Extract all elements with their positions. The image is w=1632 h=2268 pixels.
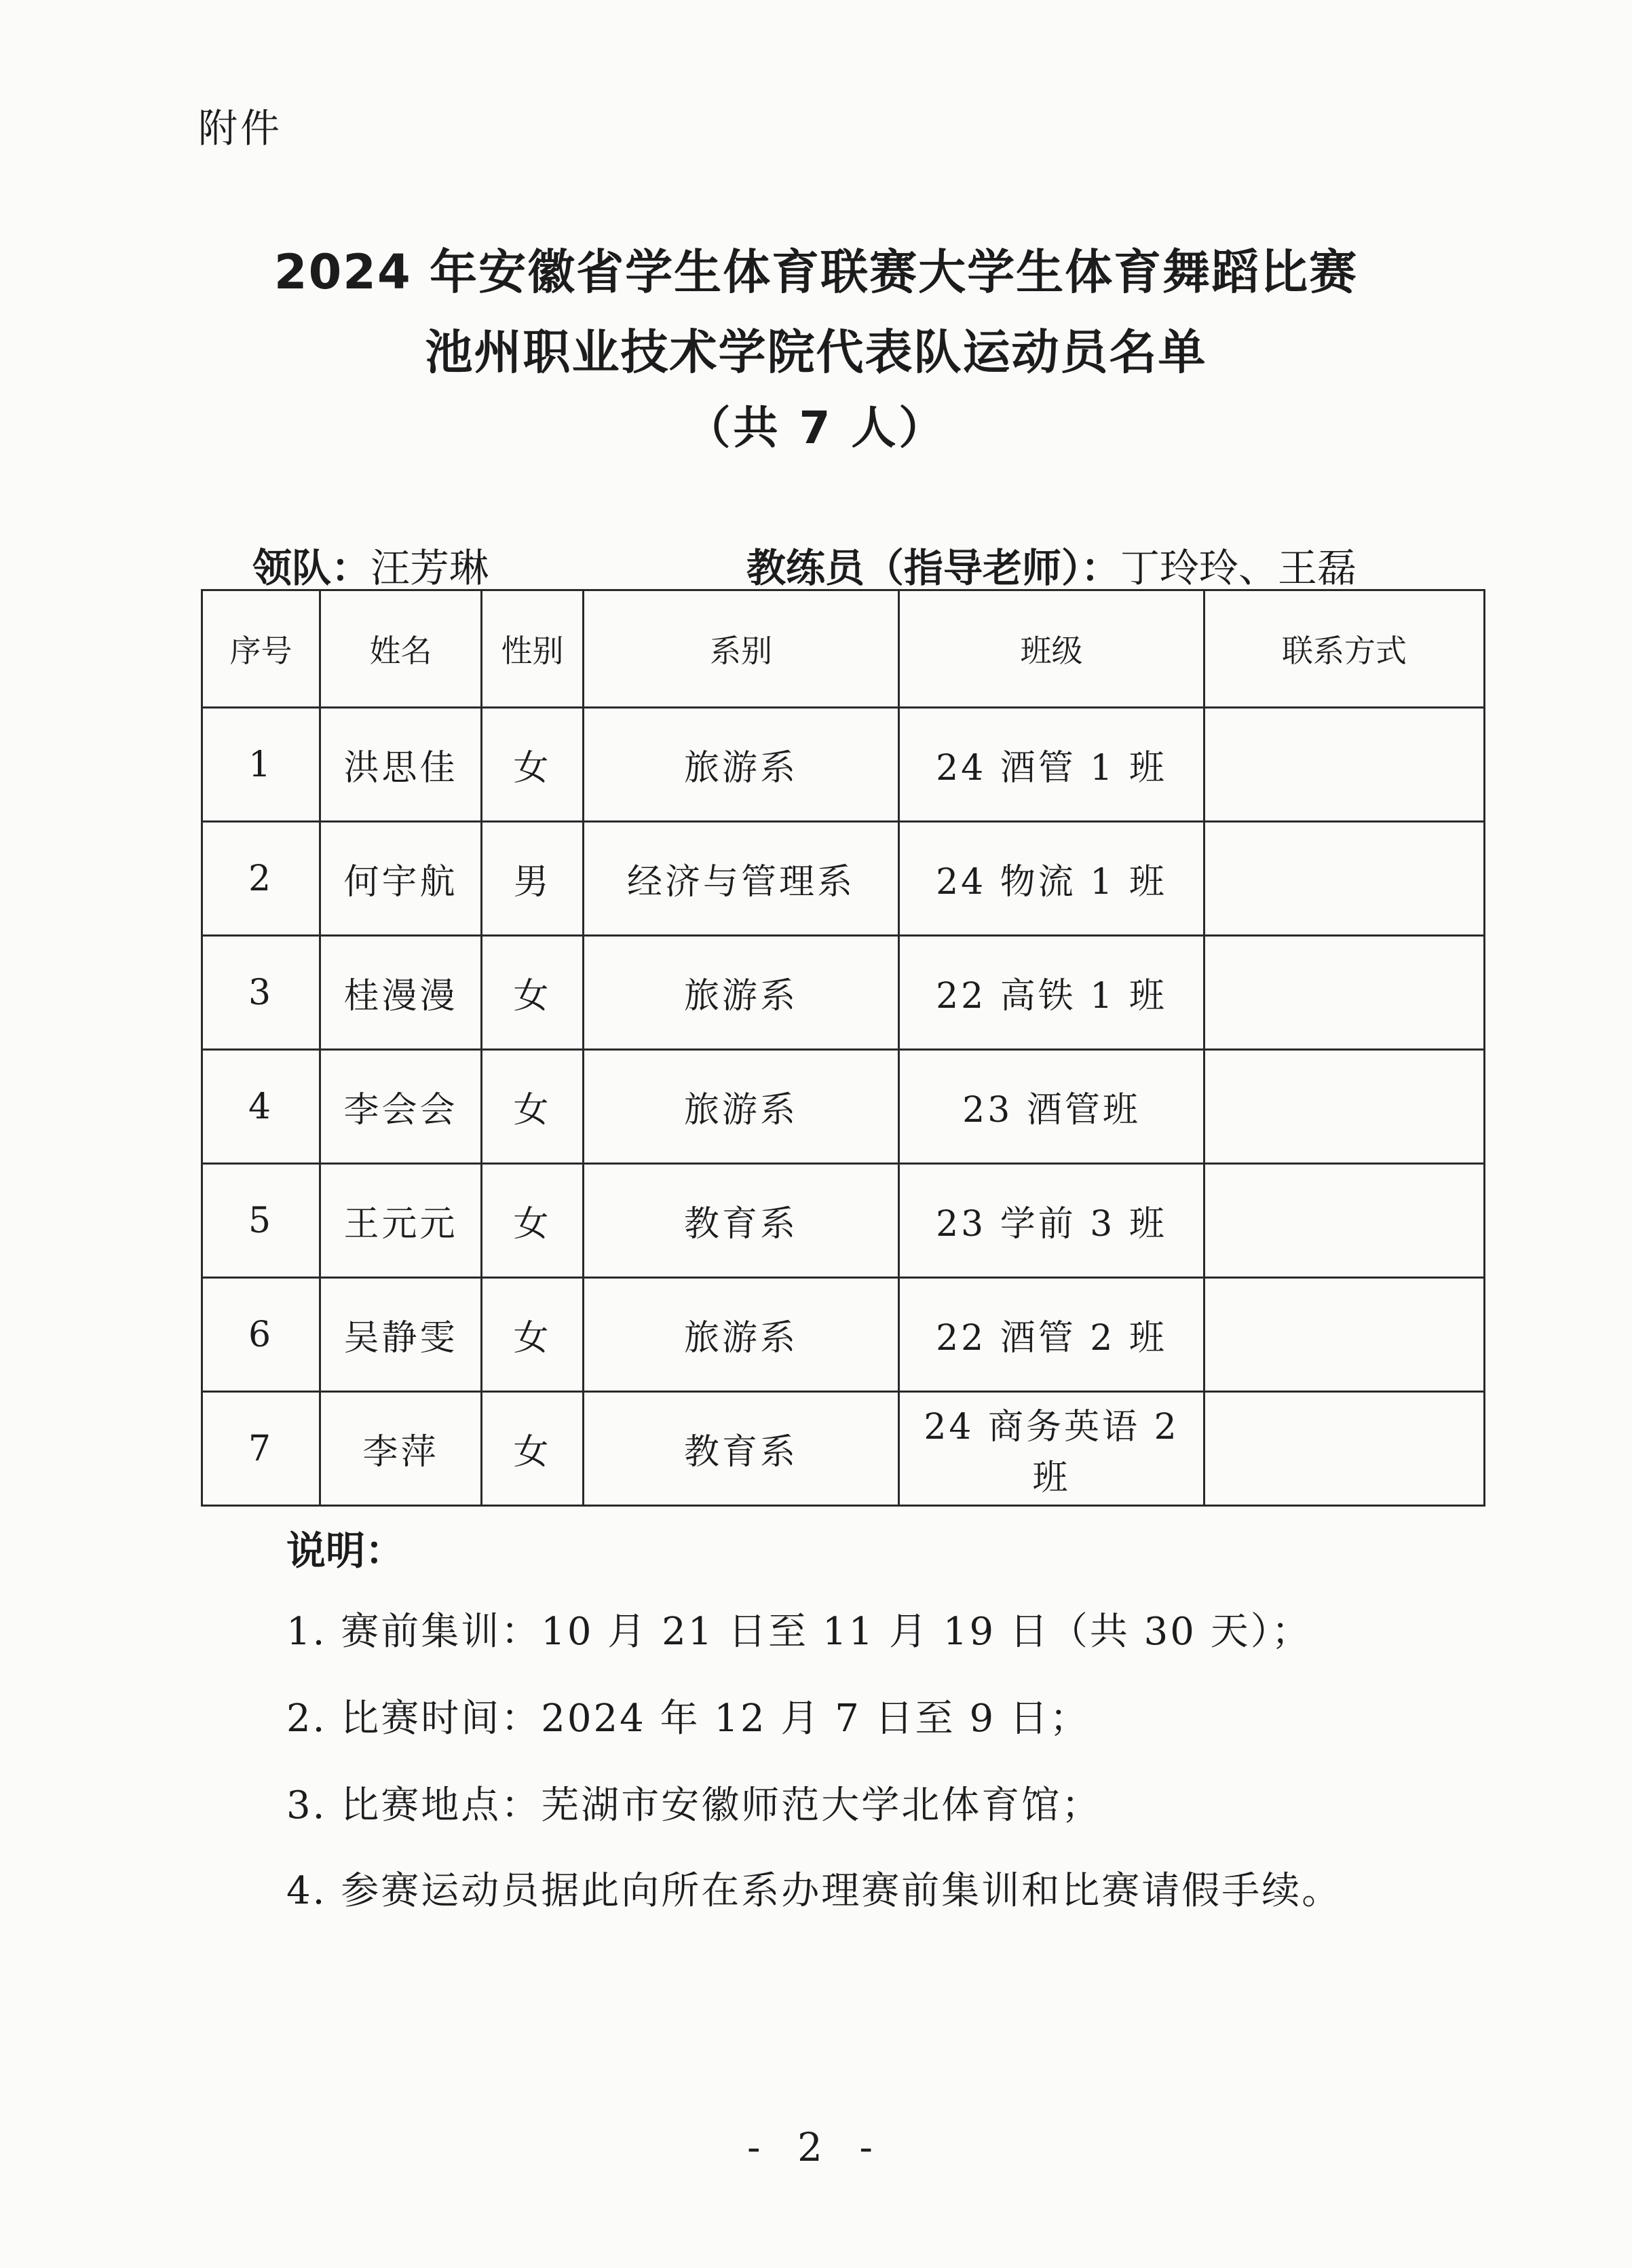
cell-department: 教育系 [584, 1392, 899, 1506]
notes-heading: 说明： [286, 1528, 405, 1574]
title-line-1: 2024 年安徽省学生体育联赛大学生体育舞蹈比赛 [273, 244, 1359, 300]
table-row [202, 1164, 1485, 1278]
page-number: - 2 - [747, 2124, 885, 2170]
cell-index: 5 [202, 1164, 320, 1278]
cell-index: 2 [202, 822, 320, 936]
cell-class: 24 酒管 1 班 [899, 708, 1204, 822]
team-leader-label: 领队： [252, 545, 371, 591]
title-line-3: （共 7 人） [685, 402, 947, 454]
cell-contact [1204, 1278, 1485, 1392]
coach [746, 536, 1356, 593]
cell-gender: 女 [482, 1050, 584, 1164]
cell-name: 李会会 [320, 1050, 482, 1164]
cell-contact [1204, 1392, 1485, 1506]
note-item: 3. 比赛地点：芜湖市安徽师范大学北体育馆； [286, 1783, 1102, 1828]
cell-contact [1204, 708, 1485, 822]
table-row [202, 1050, 1485, 1164]
cell-gender: 女 [482, 1278, 584, 1392]
note-item: 1. 赛前集训：10 月 21 日至 11 月 19 日（共 30 天）； [286, 1610, 1312, 1654]
athlete-roster-table [201, 589, 1485, 1507]
cell-department: 旅游系 [584, 1278, 899, 1392]
table-row [202, 1278, 1485, 1392]
cell-class: 23 学前 3 班 [899, 1164, 1204, 1278]
header-name: 姓名 [320, 590, 482, 708]
header-contact: 联系方式 [1204, 590, 1485, 708]
team-leader-name: 汪芳琳 [371, 545, 489, 591]
cell-contact [1204, 1050, 1485, 1164]
table-row [202, 1392, 1485, 1506]
note-item: 4. 参赛运动员据此向所在系办理赛前集训和比赛请假手续。 [286, 1869, 1342, 1913]
cell-gender: 女 [482, 1392, 584, 1506]
cell-department: 旅游系 [584, 936, 899, 1050]
cell-index: 7 [202, 1392, 320, 1506]
cell-class: 24 商务英语 2 班 [899, 1392, 1204, 1506]
cell-index: 1 [202, 708, 320, 822]
cell-contact [1204, 822, 1485, 936]
note-item: 2. 比赛时间：2024 年 12 月 7 日至 9 日； [286, 1697, 1090, 1741]
header-index: 序号 [202, 590, 320, 708]
cell-gender: 女 [482, 936, 584, 1050]
cell-name: 李萍 [320, 1392, 482, 1506]
cell-name: 桂漫漫 [320, 936, 482, 1050]
title-line-2: 池州职业技术学院代表队运动员名单 [425, 324, 1207, 380]
table-row [202, 708, 1485, 822]
attachment-label: 附件 [198, 105, 283, 151]
header-class: 班级 [899, 590, 1204, 708]
cell-department: 教育系 [584, 1164, 899, 1278]
cell-gender: 女 [482, 708, 584, 822]
cell-department: 旅游系 [584, 1050, 899, 1164]
cell-contact [1204, 1164, 1485, 1278]
cell-name: 何宇航 [320, 822, 482, 936]
cell-department: 旅游系 [584, 708, 899, 822]
cell-name: 王元元 [320, 1164, 482, 1278]
cell-class: 22 高铁 1 班 [899, 936, 1204, 1050]
cell-name: 吴静雯 [320, 1278, 482, 1392]
header-gender: 性别 [482, 590, 584, 708]
coach-names: 丁玲玲、王磊 [1120, 545, 1357, 591]
cell-gender: 女 [482, 1164, 584, 1278]
cell-index: 4 [202, 1050, 320, 1164]
cell-name: 洪思佳 [320, 708, 482, 822]
table-row [202, 822, 1485, 936]
cell-class: 24 物流 1 班 [899, 822, 1204, 936]
cell-department: 经济与管理系 [584, 822, 899, 936]
table-row [202, 936, 1485, 1050]
team-leader [252, 536, 489, 593]
cell-index: 3 [202, 936, 320, 1050]
cell-class: 22 酒管 2 班 [899, 1278, 1204, 1392]
cell-contact [1204, 936, 1485, 1050]
cell-index: 6 [202, 1278, 320, 1392]
cell-gender: 男 [482, 822, 584, 936]
cell-class: 23 酒管班 [899, 1050, 1204, 1164]
table-header-row [202, 590, 1485, 708]
header-department: 系别 [584, 590, 899, 708]
coach-label: 教练员（指导老师）： [746, 545, 1121, 591]
